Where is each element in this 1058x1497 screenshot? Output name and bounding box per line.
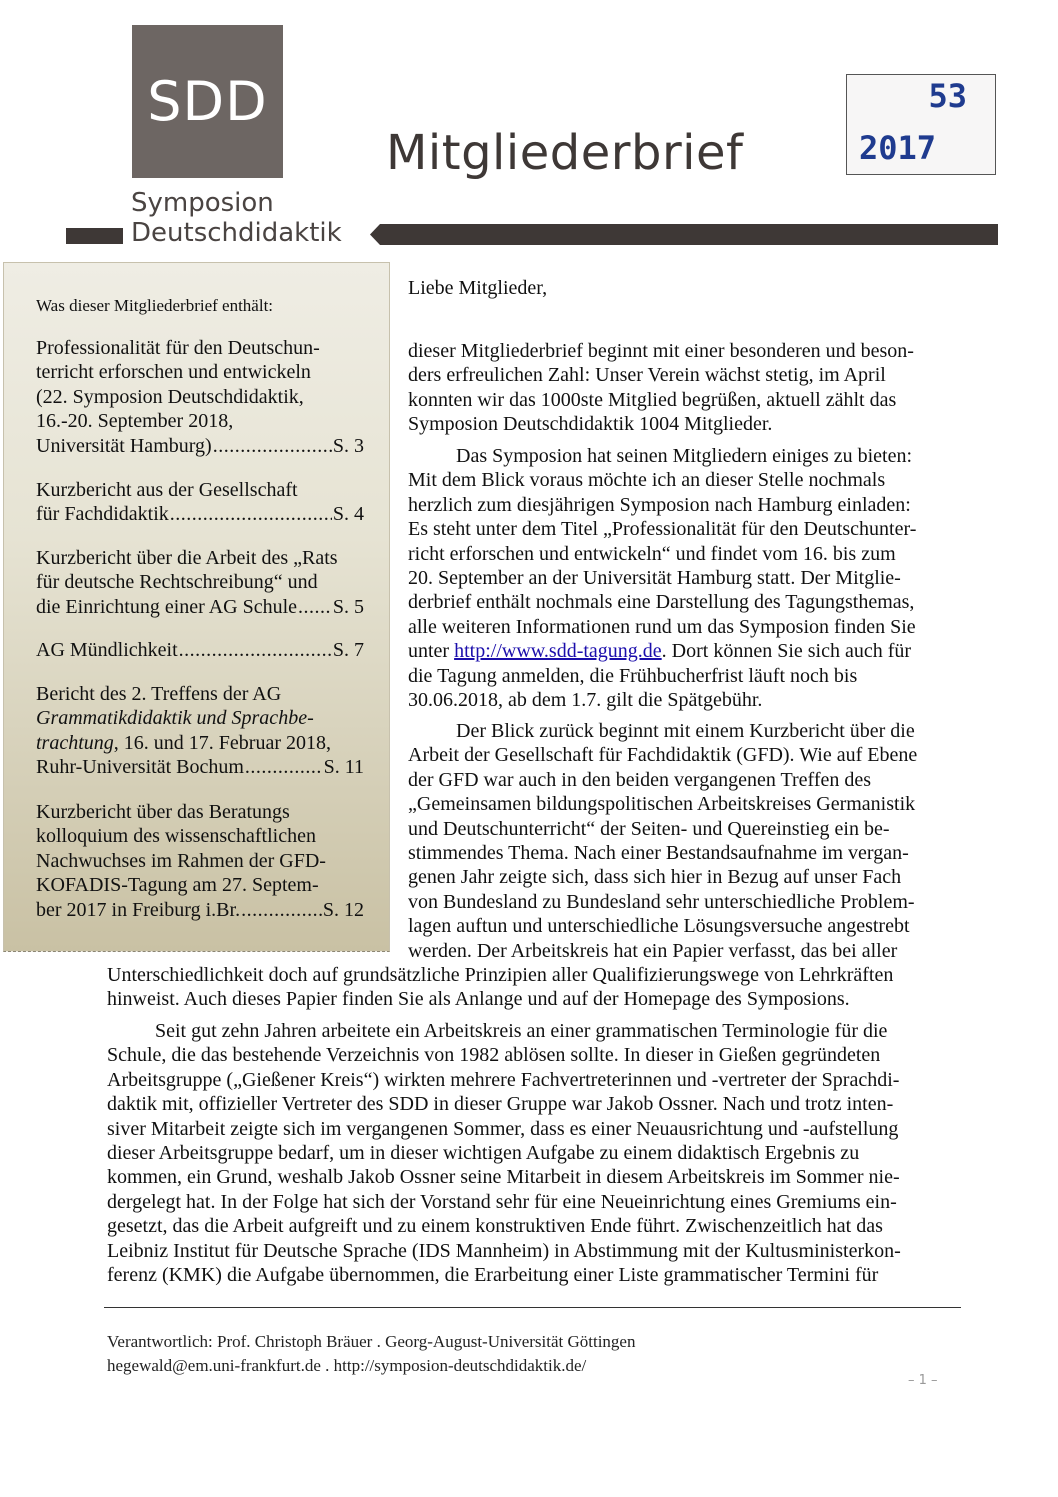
toc-line: Nachwuchses im Rahmen der GFD- bbox=[36, 849, 326, 872]
text-line: Seit gut zehn Jahren arbeitete ein Arbeitskreis an einer grammatischen Terminologie für die bbox=[155, 1020, 888, 1042]
paragraph-1 bbox=[408, 339, 914, 437]
header-bar-left bbox=[66, 228, 123, 244]
text-line: dieser Mitgliederbrief beginnt mit einer besonderen und beson- bbox=[408, 340, 914, 362]
text-line: Es steht unter dem Titel „Professionalität für den Deutschunter- bbox=[408, 518, 917, 541]
text-line: Leibniz Institut für Deutsche Sprache (IDS Mannheim) in Abstimmung mit der Kultusministerkon- bbox=[107, 1239, 901, 1262]
text-line: von Bundesland zu Bundesland sehr unterschiedliche Problem- bbox=[408, 890, 915, 913]
text-line: die Tagung anmelden, die Frühbucherfrist läuft noch bis bbox=[408, 664, 858, 687]
text-line: Symposion Deutschdidaktik 1004 Mitglieder. bbox=[408, 413, 773, 436]
toc-line: KOFADIS-Tagung am 27. Septem- bbox=[36, 874, 319, 897]
toc-entry-line bbox=[36, 898, 364, 922]
toc-leader-dots bbox=[213, 434, 332, 458]
text-line: Arbeitsgruppe („Gießener Kreis“) wirkten mehrere Fachvertreterinnen und -vertreter der Sprachdi- bbox=[107, 1068, 900, 1091]
toc-line: Kurzbericht aus der Gesellschaft bbox=[36, 479, 298, 501]
toc-page-ref: S. 7 bbox=[332, 639, 364, 661]
footer-contact: hegewald@em.uni-frankfurt.de . http://symposion-deutschdidaktik.de/ bbox=[107, 1356, 587, 1375]
toc-line: für deutsche Rechtschreibung“ und bbox=[36, 571, 318, 594]
toc-line: Bericht des 2. Treffens der AG bbox=[36, 683, 282, 705]
text-line: gesetzt, das die Arbeit aufgreift und zu einem konstruktiven Ende führt. Zwischenzeitlich hat das bbox=[107, 1215, 883, 1238]
toc-entry-line bbox=[36, 595, 364, 619]
toc-entry-line bbox=[36, 755, 364, 779]
paragraph-2 bbox=[408, 444, 916, 712]
toc-line: terricht erforschen und entwickeln bbox=[36, 361, 311, 384]
text-line: kommen, ein Grund, weshalb Jakob Ossner seine Mitarbeit in diesem Arbeitskreis im Sommer nie- bbox=[107, 1166, 900, 1189]
text-line: Schule, die das bestehende Verzeichnis von 1982 ablösen sollte. In dieser in Gießen gegründeten bbox=[107, 1044, 881, 1067]
toc-page-ref: S. 12 bbox=[322, 898, 364, 921]
toc-entry-line bbox=[36, 502, 364, 526]
toc-page-ref: S. 4 bbox=[332, 503, 364, 526]
paragraph-3-continued bbox=[107, 963, 893, 1012]
text-line: dieser Arbeitsgruppe bedarf, um in dieser wichtigen Aufgabe zu einem didaktisch Ergebnis zu bbox=[107, 1142, 860, 1165]
text-line: „Gemeinsamen bildungspolitischen Arbeitskreises Germanistik bbox=[408, 793, 916, 816]
issue-box bbox=[846, 74, 996, 175]
toc-item[interactable] bbox=[36, 336, 364, 458]
text-line: lagen auftun und unterschiedliche Lösungsversuche angestrebt bbox=[408, 915, 910, 938]
text-line: Unterschiedlichkeit doch auf grundsätzliche Prinzipien aller Qualifizierungswege von Lehrkräften bbox=[107, 964, 894, 986]
toc-entry-title: Ruhr-Universität Bochum bbox=[36, 756, 244, 779]
logo-subtitle bbox=[131, 188, 342, 248]
toc-line: (22. Symposion Deutschdidaktik, bbox=[36, 385, 304, 408]
toc-line: kolloquium des wissenschaftlichen bbox=[36, 825, 316, 848]
logo-text: SDD bbox=[147, 70, 268, 133]
toc-item[interactable] bbox=[36, 638, 364, 662]
footer-responsible: Verantwortlich: Prof. Christoph Bräuer . Georg-August-Universität Göttingen bbox=[107, 1332, 636, 1351]
toc-heading: Was dieser Mitgliederbrief enthält: bbox=[36, 296, 274, 315]
toc-leader-dots bbox=[298, 595, 332, 619]
paragraph-4 bbox=[107, 1019, 901, 1287]
text-line: werden. Der Arbeitskreis hat ein Papier verfasst, das bei aller bbox=[408, 939, 898, 962]
toc-page-ref: S. 3 bbox=[332, 434, 364, 457]
toc-line: Grammatikdidaktik und Sprachbe- bbox=[36, 707, 314, 730]
toc-entry-line bbox=[36, 638, 364, 662]
sdd-tagung-link[interactable]: http://www.sdd-tagung.de bbox=[454, 640, 662, 663]
text-line: siver Mitarbeit zeigte sich im vergangenen Sommer, dass es einer Neuausrichtung und -aufstellung bbox=[107, 1117, 899, 1140]
toc-line: Kurzbericht über die Arbeit des „Rats bbox=[36, 547, 338, 569]
toc-line: Kurzbericht über das Beratungs bbox=[36, 801, 290, 823]
document-title: Mitgliederbrief bbox=[386, 125, 744, 181]
logo-subtitle-line-1: Symposion bbox=[131, 188, 274, 218]
text-line: herzlich zum diesjährigen Symposion nach Hamburg einladen: bbox=[408, 493, 911, 516]
text-line: Arbeit der Gesellschaft für Fachdidaktik (GFD). Wie auf Ebene bbox=[408, 744, 918, 767]
toc-leader-dots bbox=[170, 502, 332, 526]
page-number: – 1 – bbox=[908, 1373, 938, 1388]
sdd-logo bbox=[132, 25, 283, 178]
table-of-contents bbox=[3, 262, 390, 952]
toc-item[interactable] bbox=[36, 682, 364, 780]
toc-page-ref: S. 11 bbox=[323, 756, 364, 779]
text-line: derbrief enthält nochmals eine Darstellung des Tagungsthemas, bbox=[408, 591, 915, 614]
text-line: ders erfreulichen Zahl: Unser Verein wächst stetig, im April bbox=[408, 364, 886, 387]
text-line: richt erforschen und entwickeln“ und findet vom 16. bis zum bbox=[408, 542, 896, 565]
issue-number: 53 bbox=[928, 77, 967, 115]
toc-line: Professionalität für den Deutschun- bbox=[36, 337, 320, 359]
toc-entry-title: ber 2017 in Freiburg i.Br. bbox=[36, 898, 241, 921]
toc-entry-title: für Fachdidaktik bbox=[36, 503, 169, 526]
toc-entry-title: die Einrichtung einer AG Schule bbox=[36, 595, 298, 618]
toc-entry-title: AG Mündlichkeit bbox=[36, 639, 178, 661]
text-fragment: unter bbox=[408, 640, 455, 663]
text-line: alle weiteren Informationen rund um das Symposion finden Sie bbox=[408, 615, 916, 638]
text-line: und Deutschunterricht“ der Seiten- und Quereinstieg ein be- bbox=[408, 817, 890, 840]
text-line: ferenz (KMK) die Aufgabe übernommen, die Erarbeitung einer Liste grammatischer Termini für bbox=[107, 1264, 879, 1287]
text-line: der GFD war auch in den beiden vergangenen Treffen des bbox=[408, 768, 872, 791]
text-line: Das Symposion hat seinen Mitgliedern einiges zu bieten: bbox=[456, 445, 913, 467]
toc-line-rest: , 16. und 17. Februar 2018, bbox=[113, 731, 331, 754]
toc-leader-dots bbox=[241, 898, 322, 922]
text-fragment: . Dort können Sie sich auch für bbox=[661, 640, 912, 663]
toc-item[interactable] bbox=[36, 800, 364, 922]
toc-page-ref: S. 5 bbox=[332, 595, 364, 618]
text-line: hinweist. Auch dieses Papier finden Sie als Anlange und auf der Homepage des Symposions. bbox=[107, 988, 850, 1011]
text-line: 30.06.2018, ab dem 1.7. gilt die Spätgebühr. bbox=[408, 689, 763, 712]
toc-entry-line bbox=[36, 434, 364, 458]
text-line: Der Blick zurück beginnt mit einem Kurzbericht über die bbox=[456, 720, 915, 742]
toc-entry-title: Universität Hamburg) bbox=[36, 434, 212, 457]
text-line: dergelegt hat. In der Folge hat sich der Vorstand sehr für eine Neueinrichtung eines Gremiums ein- bbox=[107, 1190, 897, 1213]
letter-greeting: Liebe Mitglieder, bbox=[408, 277, 548, 299]
issue-year: 2017 bbox=[859, 129, 937, 167]
footer bbox=[107, 1330, 635, 1378]
footer-rule bbox=[104, 1307, 961, 1308]
text-line-with-link bbox=[408, 639, 916, 663]
text-line: daktik mit, offizieller Vertreter des SDD in dieser Gruppe war Jakob Ossner. Nach und trotz inten- bbox=[107, 1093, 894, 1116]
logo-subtitle-line-2: Deutschdidaktik bbox=[131, 218, 342, 248]
toc-item[interactable] bbox=[36, 546, 364, 619]
text-line: genen Jahr zeigte sich, dass sich hier in Bezug auf unser Fach bbox=[408, 866, 902, 889]
toc-leader-dots bbox=[179, 638, 332, 662]
text-line: 20. September an der Universität Hamburg statt. Der Mitglie- bbox=[408, 567, 901, 590]
text-line: stimmendes Thema. Nach einer Bestandsaufnahme im vergan- bbox=[408, 842, 909, 865]
text-line: Mit dem Blick voraus möchte ich an dieser Stelle nochmals bbox=[408, 469, 886, 492]
text-line: konnten wir das 1000ste Mitglied begrüßen, aktuell zählt das bbox=[408, 388, 897, 411]
toc-item[interactable] bbox=[36, 478, 364, 527]
toc-leader-dots bbox=[245, 755, 323, 779]
header-bar-right bbox=[370, 224, 998, 245]
paragraph-3 bbox=[408, 719, 917, 963]
toc-line bbox=[36, 731, 364, 755]
toc-line: 16.-20. September 2018, bbox=[36, 410, 234, 433]
toc-line-italic: trachtung bbox=[36, 731, 114, 754]
